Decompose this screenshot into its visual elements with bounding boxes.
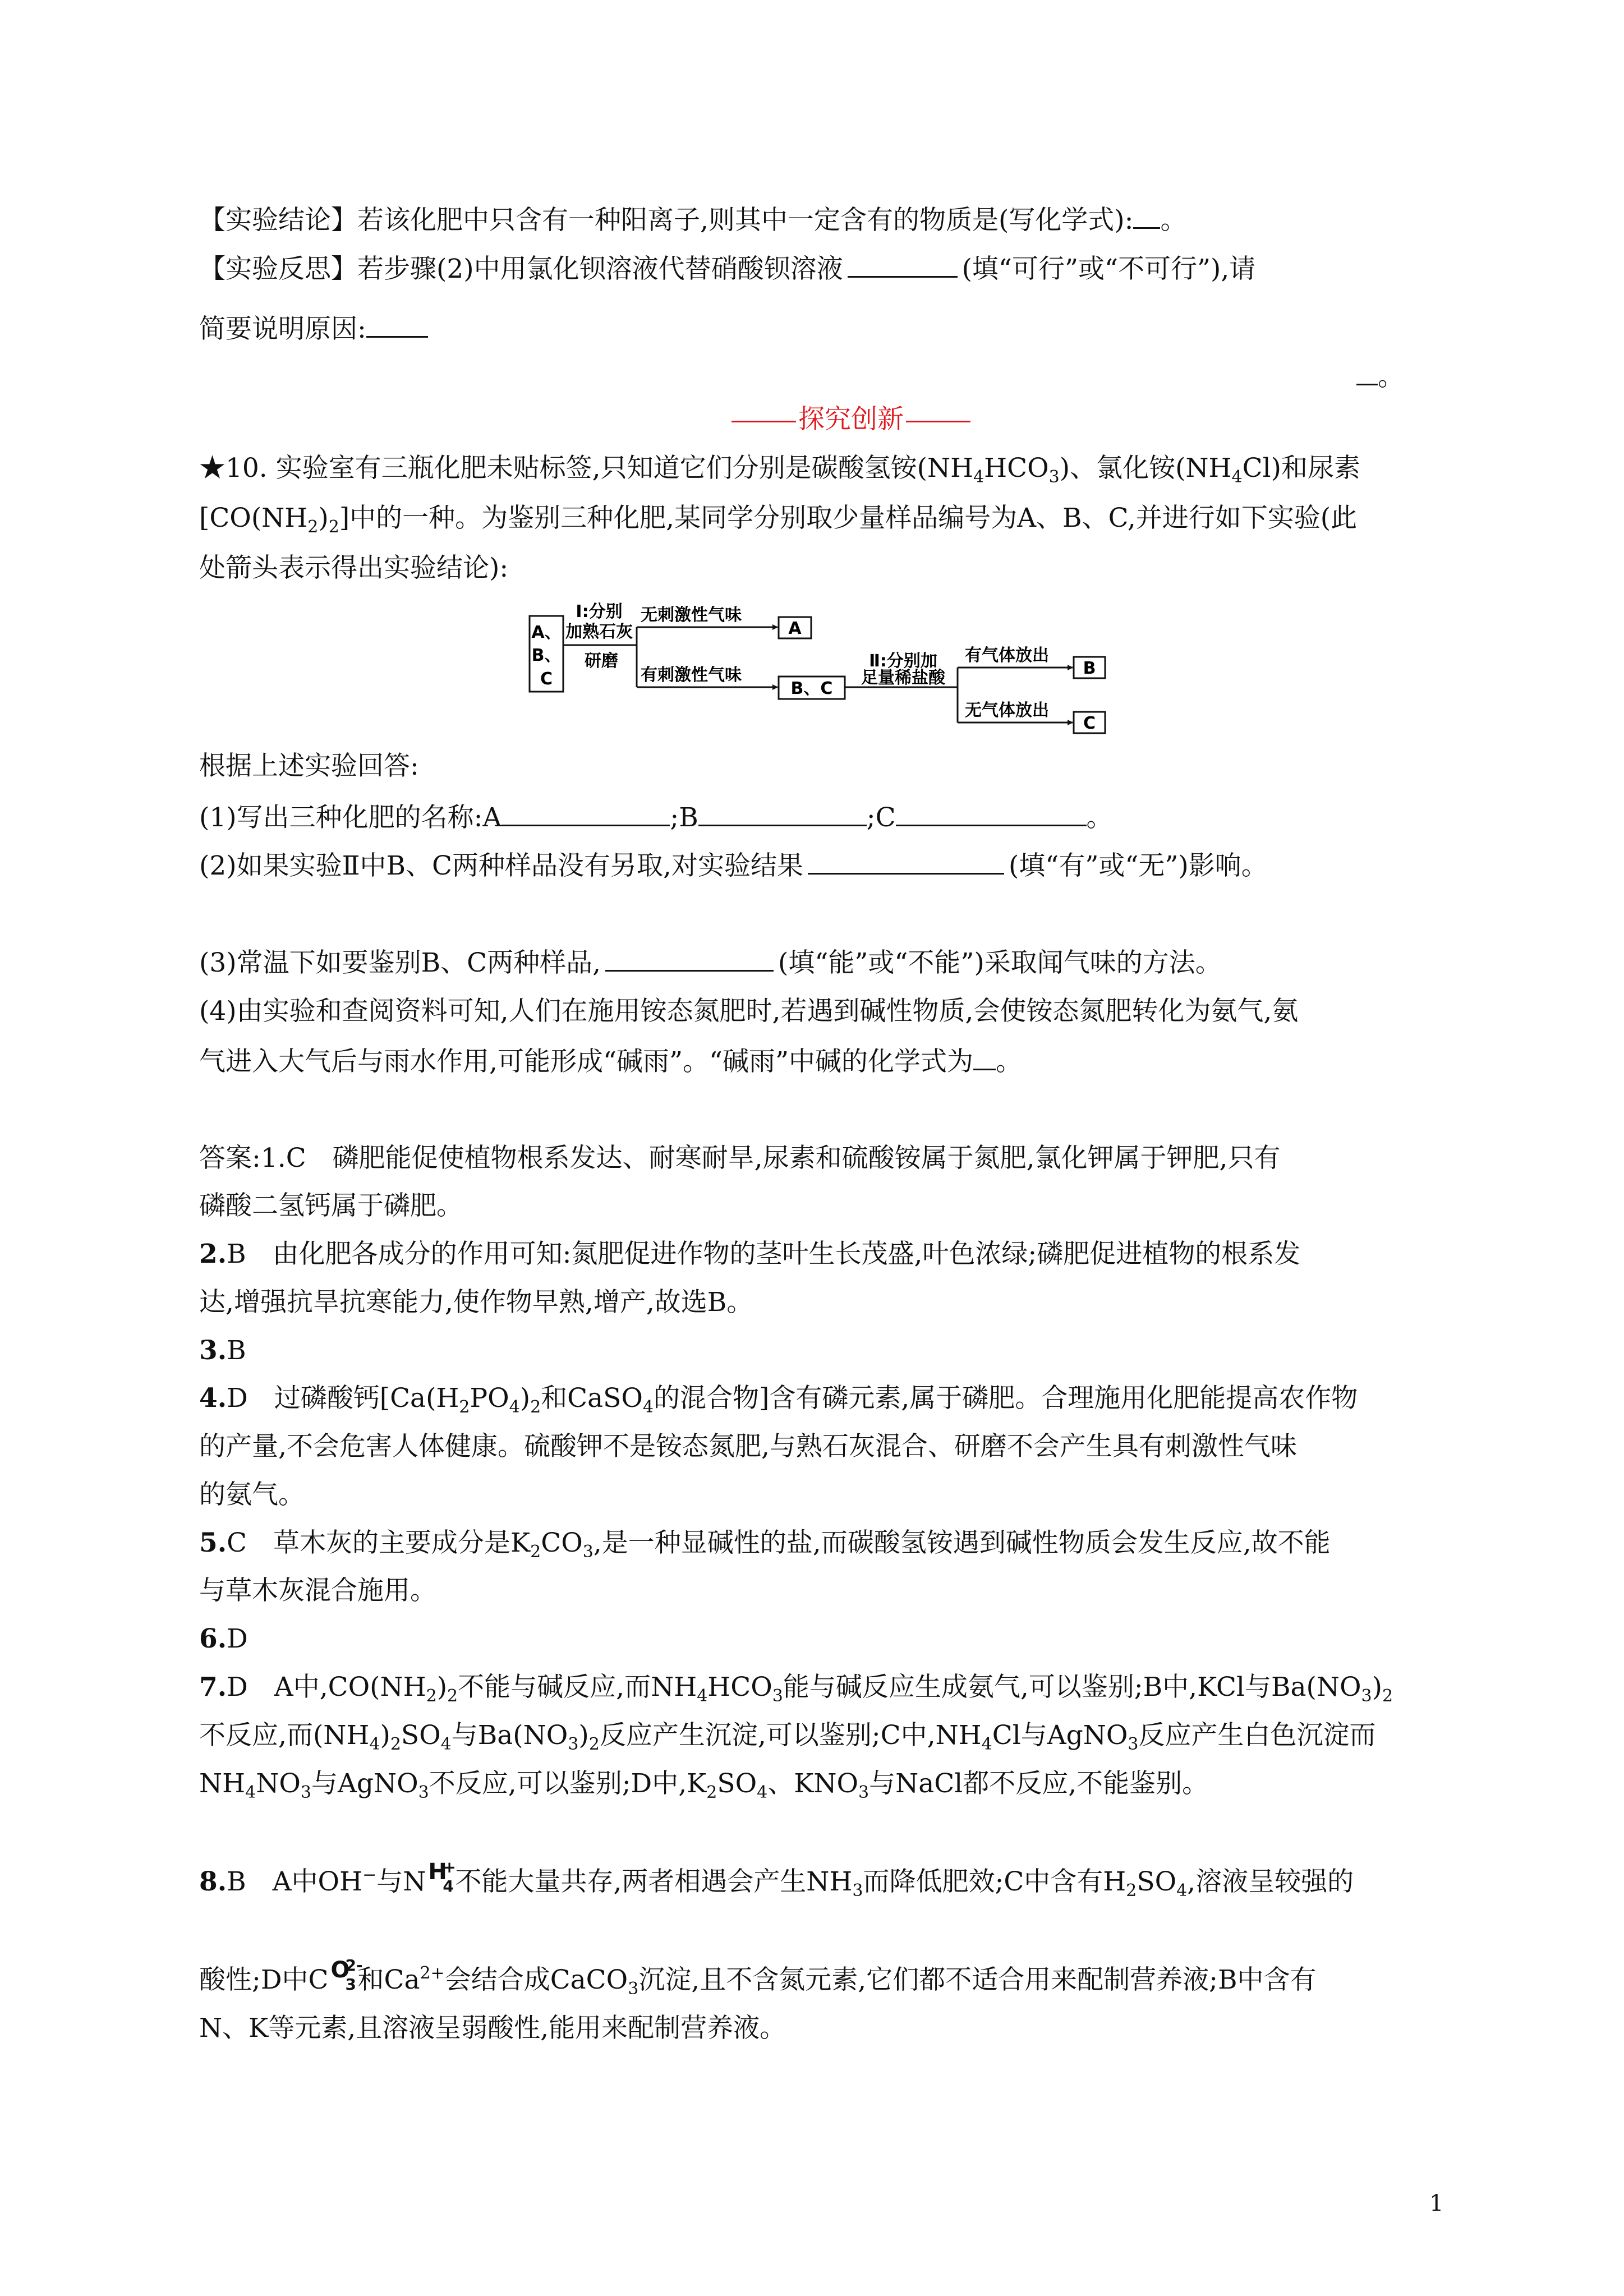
answer-blank[interactable] [973, 1044, 996, 1070]
q10-part-4-line-1: (4)由实验和查阅资料可知,人们在施用铵态氮肥时,若遇到碱性物质,会使铵态氮肥转化为氨气,氨 [199, 996, 1299, 1027]
answer-1-line-2: 磷酸二氢钙属于磷肥。 [199, 1190, 463, 1221]
result-bc-label: B、C [790, 679, 833, 698]
answer-3: 3.B [199, 1335, 246, 1366]
step1-label-2: 加熟石灰 [565, 622, 633, 642]
step1-label-3: 研磨 [585, 651, 618, 671]
experiment-conclusion: 【实验结论】若该化肥中只含有一种阳离子,则其中一定含有的物质是(写化学式): 。 [199, 203, 1186, 237]
answer-7: 7.D A中$,CO(NH_2)_2$不能与碱反应,而$NH_4HCO_3$能与碱反应生成氨气,可以鉴别;B中,KCl与$Ba(NO_3)_2$ [199, 1672, 1393, 1706]
answer-4-line-3: 的氨气。 [199, 1479, 305, 1510]
answer-1: 答案:1.C 磷肥能促使植物根系发达、耐寒耐旱,尿素和硫酸铵属于氮肥,氯化钾属于钾肥,只有 [199, 1143, 1281, 1174]
answer-blank-b[interactable] [698, 800, 867, 826]
result-c-label: C [1083, 714, 1096, 733]
conclusion-text: 若该化肥中只含有一种阳离子,则其中一定含有的物质是(写化学式): [357, 205, 1134, 236]
answer-5-line-2: 与草木灰混合施用。 [199, 1575, 436, 1606]
answer-blank[interactable] [1356, 359, 1378, 385]
step2-label-1: Ⅱ:分别加 [869, 651, 937, 671]
answer-7-line-2: 不反应,而$(NH_4)_2SO_4$与$Ba(NO_3)_2$反应产生沉淀,可以鉴别;C中$,NH_4Cl$与AgNO$_3$反应产生白色沉淀而 [199, 1720, 1376, 1754]
title-rule-right [906, 421, 970, 422]
reflection-tag: 【实验反思】 [199, 254, 357, 284]
answer-blank[interactable] [808, 848, 1004, 875]
answer-blank[interactable] [605, 945, 774, 972]
answer-blank[interactable] [848, 251, 958, 278]
answer-6: 6.D [199, 1623, 248, 1654]
section-title: 探究创新 [729, 403, 973, 436]
answer-8: 8.B A中OH−与N H + 4 不能大量共存,两者相遇会产生$NH_3$而降低肥效;C中含有$H_2SO_4$,溶液呈较强的 [199, 1858, 1354, 1901]
gas-label: 有气体放出 [965, 646, 1049, 665]
ammonium-ion-image: H + 4 [428, 1858, 456, 1895]
q10-part-3: (3)常温下如要鉴别B、C两种样品, (填“能”或“不能”)采取闻气味的方法。 [199, 945, 1222, 980]
sample-c-label: C [540, 669, 553, 689]
result-b-label: B [1083, 659, 1096, 678]
title-rule-left [732, 421, 796, 422]
answer-blank-a[interactable] [502, 800, 670, 826]
q10-line-3: 处箭头表示得出实验结论): [199, 553, 509, 583]
result-a-label: A [788, 619, 802, 638]
step1-label-1: Ⅰ:分别 [576, 602, 623, 622]
answer-4: 4.D 过磷酸钙[$Ca(H_2PO_4)_2$和CaSO$_4$的混合物]含有磷元素,属于磷肥。合理施用化肥能提高农作物 [199, 1383, 1358, 1417]
step2-label-2: 足量稀盐酸 [861, 668, 945, 688]
samples-box [530, 616, 563, 692]
sample-b-label: B、 [531, 646, 562, 665]
page-number: 1 [1429, 2191, 1444, 2216]
q10-part-2: (2)如果实验Ⅱ中B、C两种样品没有另取,对实验结果 (填“有”或“无”)影响。 [199, 848, 1268, 883]
answer-blank[interactable] [366, 311, 428, 338]
q10-intro: 根据上述实验回答: [199, 751, 419, 781]
smell-label: 有刺激性气味 [641, 665, 742, 685]
conclusion-tag: 【实验结论】 [199, 205, 357, 236]
reflection-line-2: 简要说明原因: [199, 311, 428, 346]
sample-a-label: A、 [531, 623, 562, 642]
answer-blank-c[interactable] [896, 800, 1087, 826]
reflection-line-end: 。 [1356, 359, 1404, 394]
no-smell-label: 无刺激性气味 [641, 605, 742, 625]
answer-8-line-2: 酸性;D中C O 2- 3 和$Ca^{2+}$会结合成CaCO$_3$沉淀,且不含氮元素,它们都不适合用来配制营养液;B中含有 [199, 1956, 1317, 1999]
answer-2-line-2: 达,增强抗旱抗寒能力,使作物早熟,增产,故选B。 [199, 1287, 753, 1318]
carbonate-ion-image: O 2- 3 [330, 1956, 363, 1994]
answer-8-line-3: N、K等元素,且溶液呈弱酸性,能用来配制营养液。 [199, 2013, 786, 2044]
answer-4-line-2: 的产量,不会危害人体健康。硫酸钾不是铵态氮肥,与熟石灰混合、研磨不会产生具有刺激性气味 [199, 1431, 1297, 1462]
q10-part-4-line-2: 气进入大气后与雨水作用,可能形成“碱雨”。“碱雨”中碱的化学式为 。 [199, 1044, 1022, 1079]
answer-7-line-3: $NH_4NO_3$与AgNO$_3$不反应,可以鉴别;D中$,K_2SO_4$、$KNO_3$与NaCl都不反应,不能鉴别。 [199, 1768, 1209, 1802]
q10-line-2: $[CO(NH_2)_2]$中的一种。为鉴别三种化肥,某同学分别取少量样品编号为A、B、C,并进行如下实验(此 [199, 503, 1358, 537]
no-gas-label: 无气体放出 [965, 701, 1049, 720]
answer-2: 2.B 由化肥各成分的作用可知:氮肥促进作物的茎叶生长茂盛,叶色浓绿;磷肥促进植物的根系发 [199, 1239, 1301, 1269]
experiment-flow-diagram [522, 595, 1116, 740]
answer-5: 5.C 草木灰的主要成分是$K_2CO_3$,是一种显碱性的盐,而碳酸氢铵遇到碱性物质会发生反应,故不能 [199, 1527, 1331, 1562]
q10-part-1: (1)写出三种化肥的名称:A ;B ;C 。 [199, 800, 1113, 835]
experiment-reflection: 【实验反思】若步骤(2)中用氯化钡溶液代替硝酸钡溶液 (填“可行”或“不可行”),请 [199, 251, 1255, 286]
q10-line-1: ★10. 实验室有三瓶化肥未贴标签,只知道它们分别是碳酸氢铵$(NH_4HCO_3)$、氯化铵$(NH_4Cl)$和尿素 [199, 453, 1360, 487]
answer-blank[interactable] [1133, 203, 1160, 229]
